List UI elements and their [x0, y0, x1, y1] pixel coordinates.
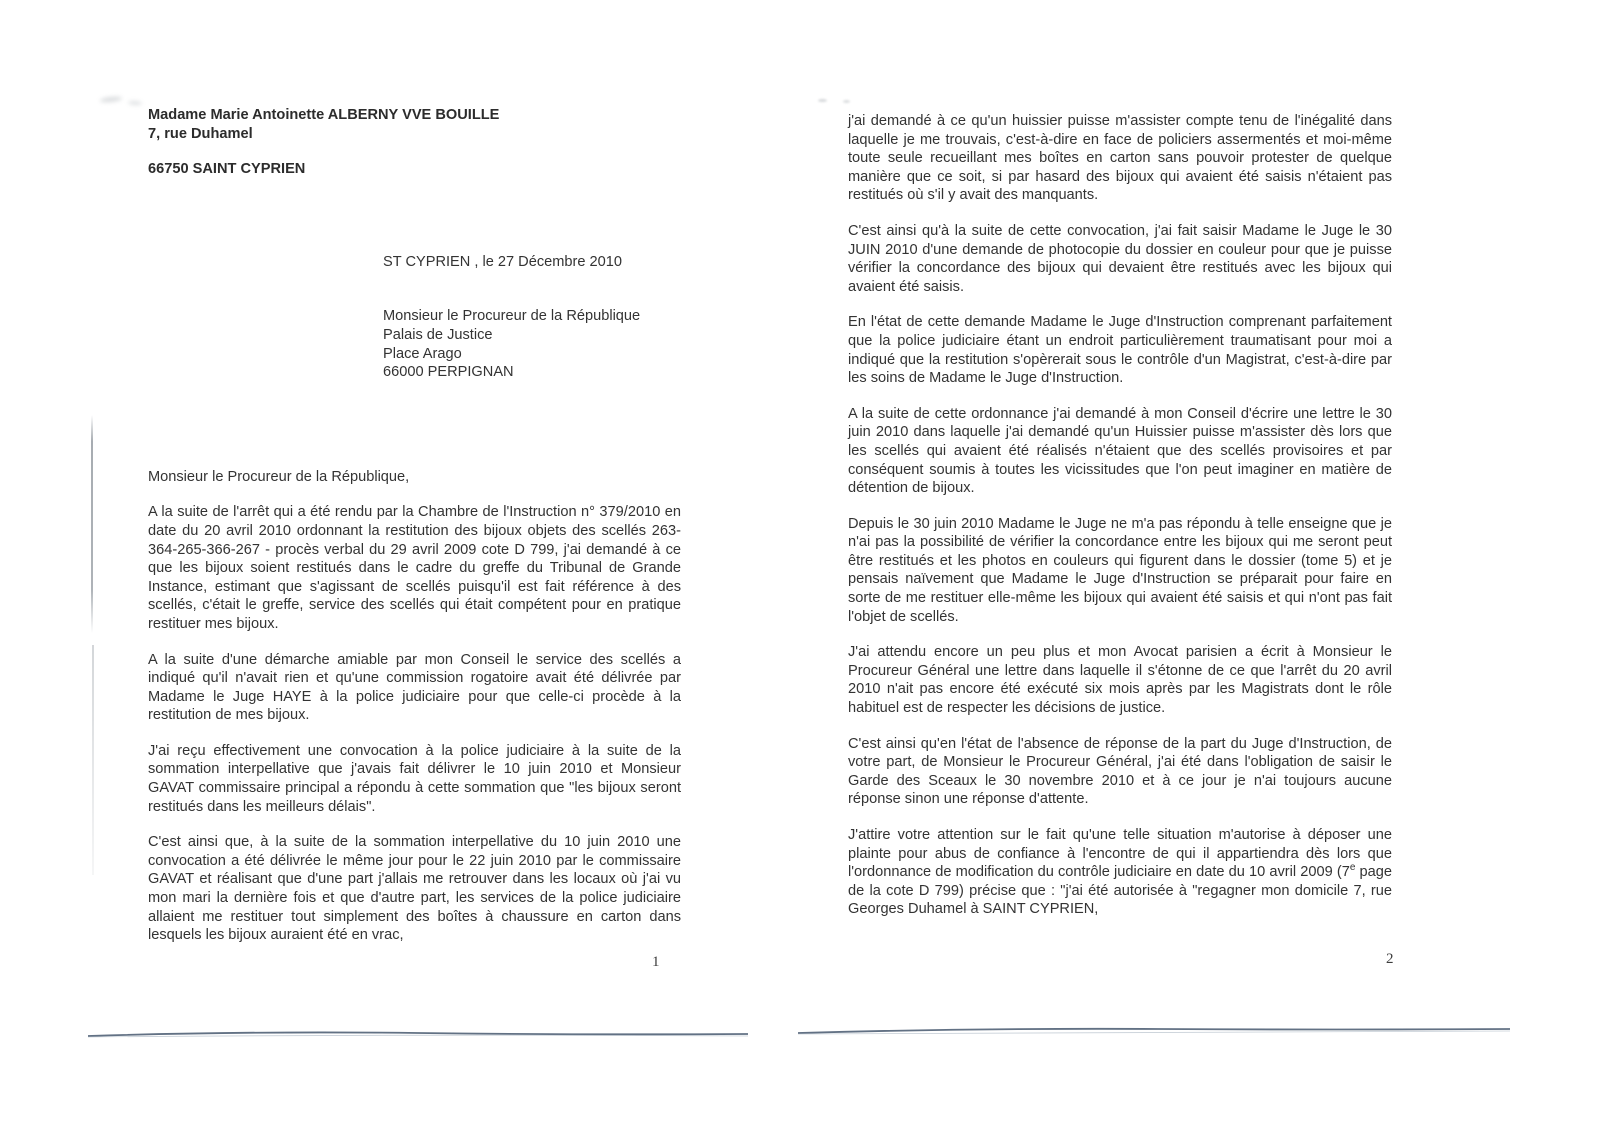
ordinal-superscript: e [1349, 862, 1356, 874]
letter-page-1 [148, 106, 681, 945]
scan-page-edge-curve [88, 1026, 748, 1044]
letter-page-2 [848, 106, 1392, 919]
letter-paragraph: A la suite d'une démarche amiable par mon Conseil le service des scellés a indiqué qu'il n'avait rien et qu'une commission rogatoire avait été délivrée par Madame le Juge HAYE à la police judiciaire pour que celle-ci procède à la restitution de mes bijoux. [148, 651, 681, 724]
letter-paragraph: C'est ainsi qu'en l'état de l'absence de réponse de la part du Juge d'Instruction, de votre part, de Monsieur le Procureur Général, j'ai été dans l'obligation de saisir le Garde des Sceaux le 30 novembre 2010 et à ce jour je n'ai toujours aucune réponse sinon une réponse d'attente. [848, 735, 1392, 808]
scan-smudge [128, 101, 142, 106]
sender-city: 66750 SAINT CYPRIEN [148, 161, 306, 178]
letter-paragraph: Depuis le 30 juin 2010 Madame le Juge ne m'a pas répondu à telle enseigne que je n'ai pas la possibilité de vérifier la concordance entre les bijoux qui me seront peut être restitués et les photos en couleurs qui figurent dans le dossier (tome 5) et je pensais naïvement que Madame le Juge d'Instruction se préparait pour faire en sorte de me restituer elle-même les bijoux qui avaient été saisis et qui n'ont pas fait l'objet de scellés. [848, 515, 1392, 625]
scan-smudge [100, 96, 122, 103]
sender-street: 7, rue Duhamel [148, 125, 253, 142]
page-number-2: 2 [1386, 951, 1394, 967]
scan-page-edge-curve [798, 1022, 1510, 1040]
recipient-line: Palais de Justice [383, 326, 493, 343]
paragraph-text: J'attire votre attention sur le fait qu'une telle situation m'autorise à déposer une plainte pour abus de confiance à l'encontre de qui il appartiendra dès lors que l'ordonnance de modification du contrôle judiciaire en date du 10 avril 2009 (7 [848, 827, 1392, 881]
page-number-1: 1 [652, 954, 660, 970]
sender-name: Madame Marie Antoinette ALBERNY VVE BOUILLE [148, 107, 500, 123]
paragraph-text: page de la cote D 799) précise que : "j'ai été autorisée à "regagner mon domicile 7, rue Georges Duhamel à SAINT CYPRIEN, [848, 864, 1392, 918]
recipient-line: Monsieur le Procureur de la République [383, 308, 641, 325]
scan-edge-line [92, 645, 94, 875]
letter-paragraph: A la suite de cette ordonnance j'ai demandé à mon Conseil d'écrire une lettre le 30 juin 2010 dans laquelle j'ai demandé qu'un Huissier puisse m'assister dès lors que les scellés qui avaient été réalisés n'étaient que des scellés provisoires et par conséquent soumis à toutes les vicissitudes que l'on peut imaginer en matière de détention de bijoux. [848, 405, 1392, 497]
scan-smudge [843, 100, 850, 103]
letter-dateline: ST CYPRIEN , le 27 Décembre 2010 [383, 253, 623, 270]
recipient-address [148, 307, 681, 381]
recipient-line: Place Arago [383, 345, 462, 362]
letter-paragraph: J'ai reçu effectivement une convocation à la police judiciaire à la suite de la sommation interpellative que j'avais fait délivrer le 10 juin 2010 et Monsieur GAVAT commissaire principal a répondu à cette sommation que "les bijoux seront restitués dans les meilleurs délais". [148, 742, 681, 815]
letter-paragraph: En l'état de cette demande Madame le Juge d'Instruction comprenant parfaitement que la police judiciaire étant un endroit particulièrement traumatisant pour moi a indiqué que la restitution s'opèrerait sous le contrôle d'un Magistrat, c'est-à-dire par les soins de Madame le Juge d'Instruction. [848, 314, 1392, 387]
letter-paragraph: j'ai demandé à ce qu'un huissier puisse m'assister compte tenu de l'inégalité dans laquelle je me trouvais, c'est-à-dire en face de policiers assermentés et moi-même toute seule recueillant mes boîtes en carton sans pouvoir protester de quelque manière que ce soit, si par hasard des bijoux qui avaient été saisis n'étaient pas restitués où s'il y avait des manquants. [848, 113, 1392, 204]
scan-edge-line [91, 415, 93, 633]
letter-paragraph: C'est ainsi que, à la suite de la sommation interpellative du 10 juin 2010 une convocation a été délivrée le même jour pour le 22 juin 2010 par le commissaire GAVAT et réalisant que d'une part j'allais me retrouver dans les locaux où j'ai vu mon mari la dernière fois et que d'autre part, les services de la police judiciaire allaient me restituer tout simplement des boîtes à chaussure en carton dans lesquels les bijoux auraient été en vrac, [148, 834, 681, 944]
salutation: Monsieur le Procureur de la République, [148, 468, 410, 485]
scan-smudge [818, 99, 827, 102]
letter-paragraph [848, 826, 1392, 919]
letter-paragraph: C'est ainsi qu'à la suite de cette convocation, j'ai fait saisir Madame le Juge le 30 JUIN 2010 d'une demande de photocopie du dossier en couleur pour que je puisse vérifier la concordance des bijoux qui devaient être restitués avec les bijoux qui avaient été saisis. [848, 222, 1392, 295]
letter-paragraph: J'ai attendu encore un peu plus et mon Avocat parisien a écrit à Monsieur le Procureur Général une lettre dans laquelle il s'étonne de ce que l'arrêt du 20 avril 2010 n'ait pas encore été exécuté six mois après par les Magistrats dont le rôle habituel est de respecter les décisions de justice. [848, 644, 1392, 717]
recipient-line: 66000 PERPIGNAN [383, 364, 514, 381]
letter-paragraph: A la suite de l'arrêt qui a été rendu par la Chambre de l'Instruction n° 379/2010 en date du 20 avril 2010 ordonnant la restitution des bijoux objets des scellés 263-364-265-366-267 - procès verbal du 29 avril 2009 cote D 799, j'ai demandé à ce que les bijoux soient restitués dans le cadre du greffe du Tribunal de Grande Instance, estimant que s'agissant de scellés puisqu'il est fait référence à des scellés, c'était le greffe, service des scellés qui était compétent pour en pratique restituer mes bijoux. [148, 504, 681, 632]
